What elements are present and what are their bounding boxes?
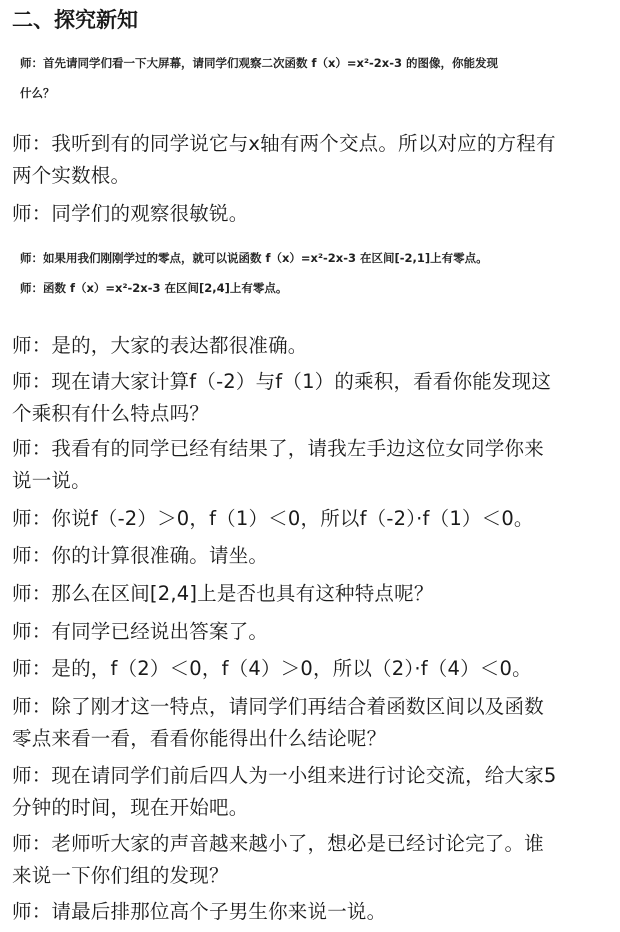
intro-note-line: 什么？ (20, 86, 55, 100)
dialogue-paragraph (12, 433, 612, 497)
paragraph-line: 师：请最后排那位高个子男生你来说一说。 (12, 900, 387, 923)
dialogue-paragraph (12, 653, 612, 685)
dialogue-paragraph (12, 503, 612, 535)
dialogue-paragraph (12, 760, 612, 824)
paragraph-line: 说一说。 (12, 469, 91, 492)
intro-note (20, 48, 616, 108)
paragraph-line: 来说一下你们组的发现？ (12, 864, 229, 887)
paragraph-line: 师：你说f（-2）＞0，f（1）＜0，所以f（-2）·f（1）＜0。 (12, 507, 534, 530)
paragraph-line: 师：老师听大家的声音越来越小了，想必是已经讨论完了。谁 (12, 832, 544, 855)
zero-note (20, 243, 616, 303)
paragraph-line: 师：是的，大家的表达都很准确。 (12, 334, 308, 357)
paragraph-line: 师：你的计算很准确。请坐。 (12, 544, 269, 567)
paragraph-line: 师：现在请同学们前后四人为一小组来进行讨论交流，给大家5 (12, 764, 557, 787)
zero-note-line: 师：如果用我们刚刚学过的零点，就可以说函数 f（x）=x²-2x-3 在区间[-2,1]上有零点。 (20, 251, 488, 265)
section-title: 二、探究新知 (12, 8, 138, 32)
paragraph-line: 师：现在请大家计算f（-2）与f（1）的乘积，看看你能发现这 (12, 370, 552, 393)
dialogue-paragraph (12, 896, 612, 928)
paragraph-line: 师：我看有的同学已经有结果了，请我左手边这位女同学你来 (12, 437, 544, 460)
paragraph-line: 师：我听到有的同学说它与x轴有两个交点。所以对应的方程有 (12, 132, 556, 155)
paragraph-line: 师：有同学已经说出答案了。 (12, 620, 269, 643)
dialogue-paragraph (12, 691, 612, 755)
dialogue-paragraph (12, 578, 612, 610)
paragraph-line: 师：那么在区间[2,4]上是否也具有这种特点呢？ (12, 582, 434, 605)
paragraph-line: 两个实数根。 (12, 164, 131, 187)
dialogue-paragraph (12, 828, 612, 892)
paragraph-line: 分钟的时间，现在开始吧。 (12, 796, 249, 819)
intro-note-line: 师：首先请同学们看一下大屏幕，请同学们观察二次函数 f（x）=x²-2x-3 的图像，你能发现 (20, 56, 498, 70)
paragraph-line: 师：除了刚才这一特点，请同学们再结合着函数区间以及函数 (12, 695, 544, 718)
paragraph-line: 零点来看一看，看看你能得出什么结论呢？ (12, 727, 387, 750)
paragraph-line: 师：同学们的观察很敏锐。 (12, 202, 249, 225)
paragraph-line: 师：是的，f（2）＜0，f（4）＞0，所以（2）·f（4）＜0。 (12, 657, 532, 680)
dialogue-paragraph (12, 128, 612, 192)
dialogue-paragraph (12, 198, 612, 230)
dialogue-paragraph (12, 366, 612, 430)
paragraph-line: 个乘积有什么特点吗？ (12, 402, 210, 425)
dialogue-paragraph (12, 616, 612, 648)
dialogue-paragraph (12, 540, 612, 572)
dialogue-paragraph (12, 330, 612, 362)
zero-note-line: 师：函数 f（x）=x²-2x-3 在区间[2,4]上有零点。 (20, 281, 288, 295)
